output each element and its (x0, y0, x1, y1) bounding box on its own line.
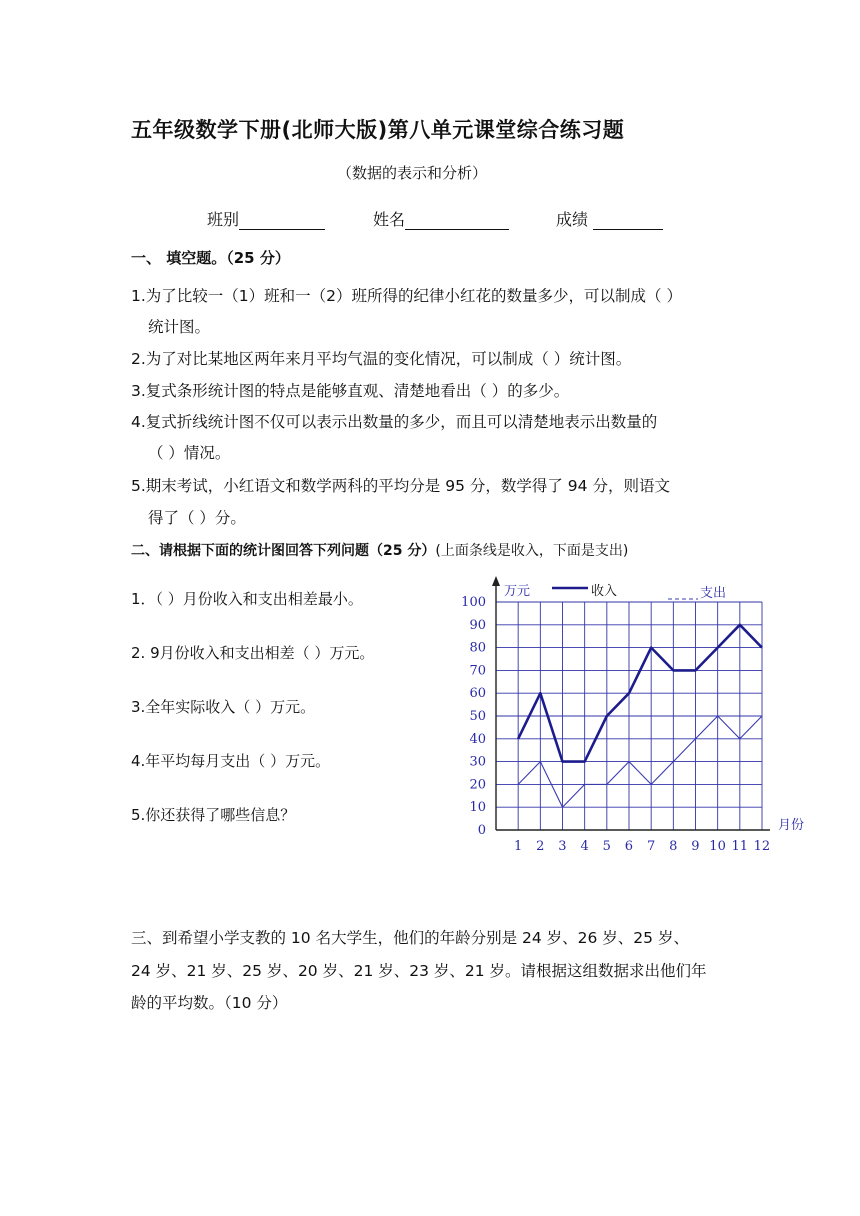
score-field (556, 207, 663, 230)
class-field (207, 207, 325, 230)
y-tick-label: 60 (469, 686, 486, 702)
chart-axes (492, 576, 770, 830)
y-tick-label: 20 (469, 777, 486, 793)
s1-q1-line2: 统计图。 (148, 318, 211, 336)
class-blank[interactable] (239, 211, 325, 230)
score-label: 成绩 (556, 210, 589, 229)
s3-line2: 24 岁、21 岁、25 岁、20 岁、21 岁、23 岁、21 岁。请根据这组数据求出他们年 (131, 962, 707, 980)
s1-q2: 2.为了对比某地区两年来月平均气温的变化情况，可以制成（ ）统计图。 (131, 350, 632, 368)
x-tick-label: 8 (669, 839, 678, 854)
section2-heading-text: 二、请根据下面的统计图回答下列问题（25 分） (131, 543, 436, 559)
s1-q5-line2: 得了（ ）分。 (148, 509, 246, 527)
x-tick-label: 12 (753, 839, 771, 854)
y-tick-label: 30 (469, 754, 486, 770)
x-tick-label: 9 (691, 839, 700, 854)
x-tick-label: 1 (513, 839, 523, 854)
section2-heading (131, 540, 628, 560)
chart-grid (496, 602, 762, 830)
chart-legend (552, 583, 726, 601)
s2-q5: 5.你还获得了哪些信息？ (131, 806, 296, 824)
y-tick-label: 40 (469, 731, 486, 747)
y-tick-label: 90 (469, 617, 486, 633)
section1-heading: 一、 填空题。（25 分） (131, 249, 290, 267)
y-tick-label: 80 (469, 640, 486, 656)
x-axis-title: 月份 (778, 818, 805, 833)
s2-q1: 1．（ ）月份收入和支出相差最小。 (131, 590, 363, 608)
s3-line3: 龄的平均数。（10 分） (131, 994, 288, 1012)
x-tick-label: 2 (536, 839, 545, 854)
x-tick-label: 5 (602, 839, 611, 854)
page-title: 五年级数学下册(北师大版)第八单元课堂综合练习题 (131, 118, 625, 142)
x-tick-label: 7 (646, 839, 656, 854)
x-tick-label: 4 (580, 839, 589, 854)
y-tick-label: 100 (461, 595, 486, 610)
legend-income-label: 收入 (591, 584, 618, 599)
class-label: 班别 (207, 210, 240, 229)
income-expense-chart (460, 572, 820, 862)
y-tick-label: 50 (469, 709, 486, 724)
s2-q4: 4.年平均每月支出（ ）万元。 (131, 752, 331, 770)
s1-q4-line1: 4.复式折线统计图不仅可以表示出数量的多少，而且可以清楚地表示出数量的 (131, 413, 658, 431)
s1-q1-line1: 1.为了比较一（1）班和一（2）班所得的纪律小红花的数量多少，可以制成（ ） (131, 287, 682, 305)
x-tick-label: 3 (558, 839, 567, 854)
score-blank[interactable] (593, 211, 663, 230)
name-label: 姓名 (373, 210, 406, 229)
s1-q5-line1: 5.期末考试，小红语文和数学两科的平均分是 95 分，数学得了 94 分，则语文 (131, 477, 670, 495)
name-field (373, 207, 509, 230)
y-tick-label: 70 (469, 663, 486, 679)
page-subtitle: （数据的表示和分析） (337, 164, 488, 182)
y-tick-label: 10 (469, 800, 486, 816)
name-blank[interactable] (405, 211, 509, 230)
s2-q3: 3.全年实际收入（ ）万元。 (131, 698, 316, 716)
s1-q3: 3.复式条形统计图的特点是能够直观、清楚地看出（ ）的多少。 (131, 382, 570, 400)
y-axis-arrow (492, 576, 500, 586)
x-tick-label: 11 (731, 839, 749, 854)
s1-q4-line2: （ ）情况。 (148, 444, 231, 462)
s3-line1: 三、到希望小学支教的 10 名大学生，他们的年龄分别是 24 岁、26 岁、25 岁、 (131, 929, 689, 947)
s2-q2: 2. 9月份收入和支出相差（ ）万元。 (131, 644, 375, 662)
y-axis-title: 万元 (504, 584, 531, 599)
x-tick-label: 10 (709, 839, 726, 854)
y-tick-label: 0 (477, 823, 486, 838)
legend-expense-label: 支出 (700, 586, 727, 601)
section2-note: (上面条线是收入，下面是支出) (435, 543, 629, 559)
x-tick-label: 6 (624, 839, 634, 854)
